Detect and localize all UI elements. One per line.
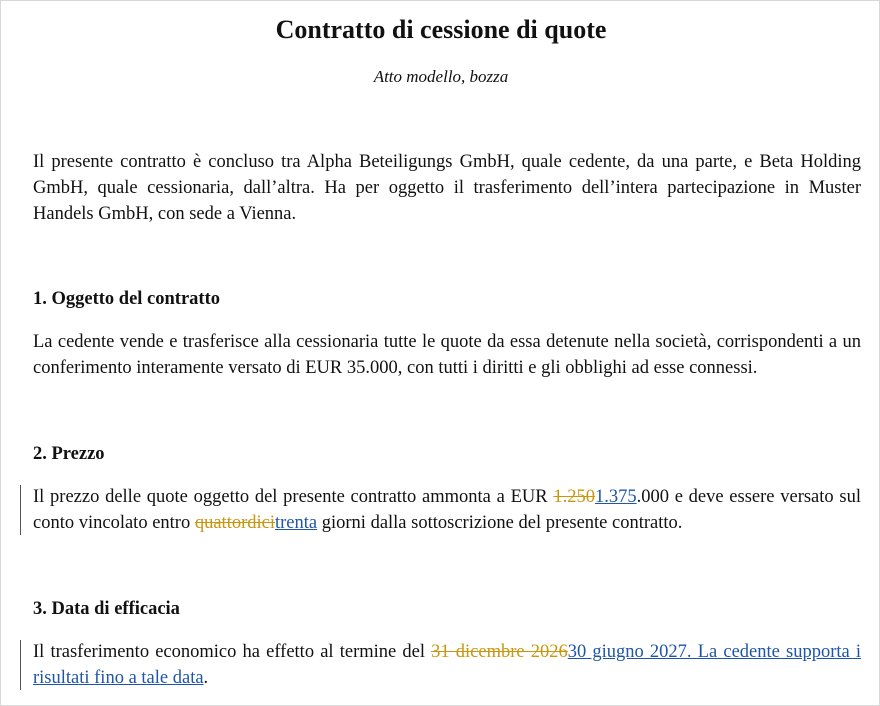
section-1-paragraph: La cedente vende e trasferisce alla cessionaria tutte le quote da essa detenute nella società, corrispondenti a un conferimento interamente versato di EUR 35.000, con tutti i diritti e gli obblighi ad esse connessi. [33, 332, 861, 378]
text-run: Il trasferimento economico ha effetto al termine del [33, 642, 432, 662]
change-bar [20, 485, 21, 535]
inserted-text[interactable]: trenta [275, 513, 318, 533]
section-3-paragraph [33, 639, 861, 691]
inserted-text[interactable]: 30 giugno 2027. La cedente supporta i risultati fino a tale data [33, 642, 861, 688]
text-run: Il prezzo delle quote oggetto del presente contratto ammonta a EUR [33, 487, 554, 507]
inserted-text[interactable]: 1.375 [594, 487, 637, 507]
section-2-paragraph [33, 484, 861, 536]
section-1-heading: 1. Oggetto del contratto [33, 289, 221, 309]
document-subtitle: Atto modello, bozza [373, 67, 509, 86]
deleted-text[interactable]: 1.250 [553, 487, 595, 507]
deleted-text[interactable]: 31 dicembre 2026 [431, 642, 568, 662]
text-run: . [203, 668, 209, 688]
deleted-text[interactable]: quattordici [194, 513, 275, 533]
section-3-heading: 3. Data di efficacia [33, 599, 180, 619]
section-2-heading: 2. Prezzo [33, 444, 105, 464]
text-run: .000 e deve essere versato sul conto vincolato entro [33, 487, 861, 533]
intro-paragraph: Il presente contratto è concluso tra Alpha Beteiligungs GmbH, quale cedente, da una parte, e Beta Holding GmbH, quale cessionaria, dall’altra. Ha per oggetto il trasferimento dell’intera partecipazione in Muster Handels GmbH, con sede a Vienna. [33, 152, 861, 224]
change-bar [20, 640, 21, 690]
document-title: Contratto di cessione di quote [275, 15, 607, 44]
text-run: giorni dalla sottoscrizione del presente contratto. [317, 513, 683, 533]
